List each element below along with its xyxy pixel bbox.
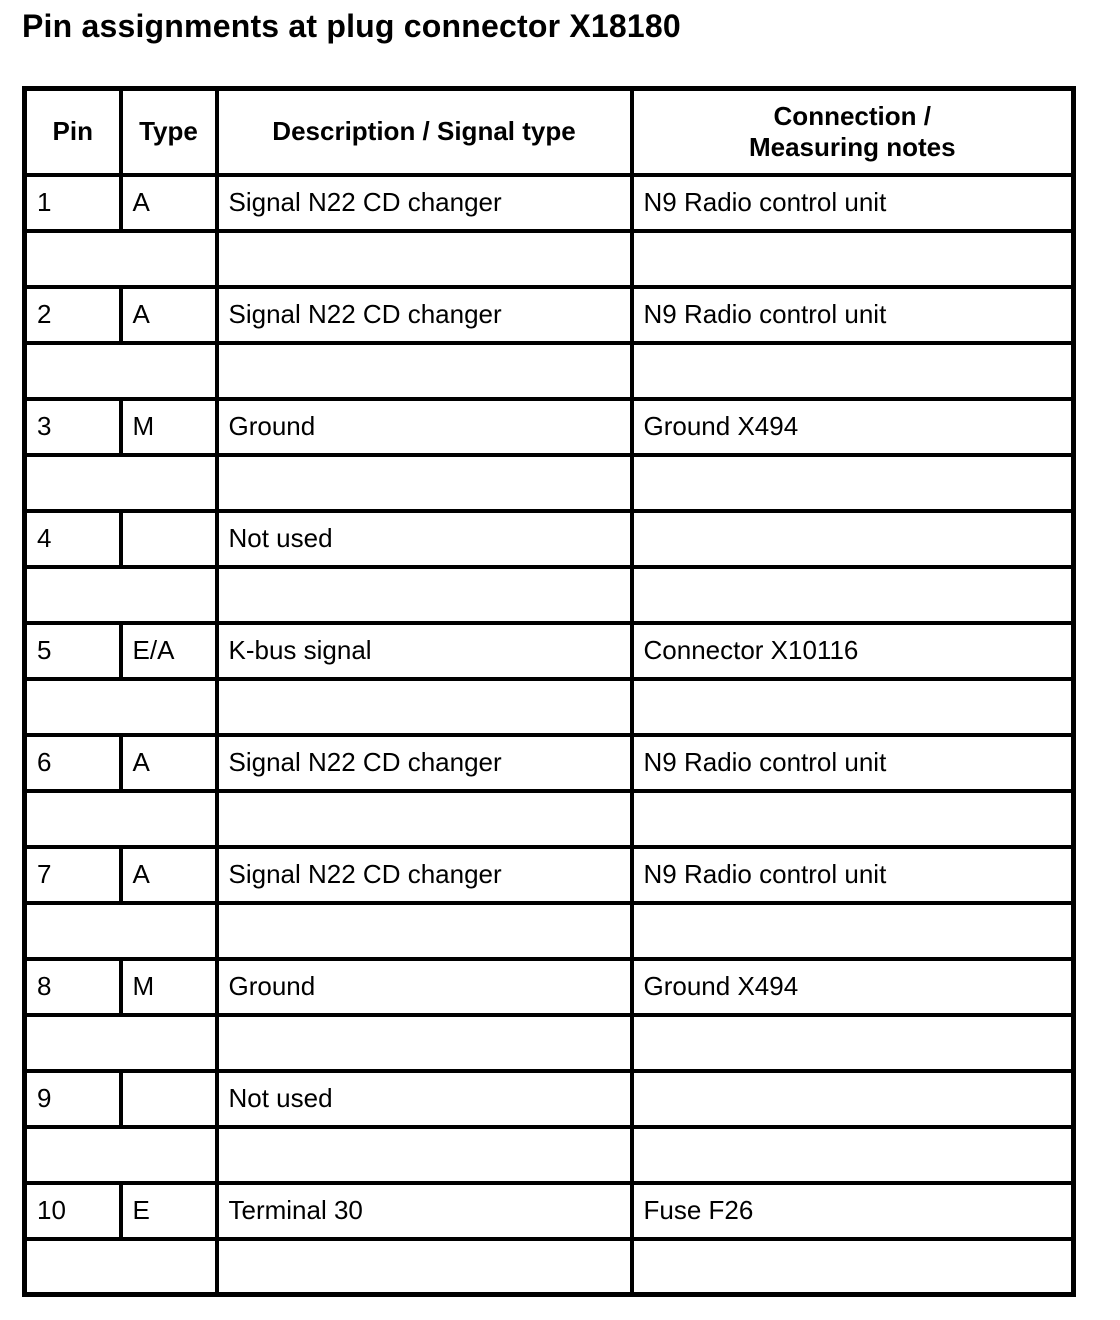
cell-description: Ground (217, 399, 632, 455)
table-row (25, 175, 1074, 231)
table-header-row (25, 89, 1074, 175)
cell-description: Ground (217, 959, 632, 1015)
table-spacer-row (25, 1127, 1074, 1183)
spacer-cell-description (217, 231, 632, 287)
spacer-cell-connection (632, 231, 1074, 287)
cell-type: A (121, 287, 217, 343)
spacer-cell-description (217, 1015, 632, 1071)
cell-pin: 3 (25, 399, 121, 455)
table-spacer-row (25, 231, 1074, 287)
page-title: Pin assignments at plug connector X18180 (22, 8, 681, 44)
spacer-cell-pin-type (25, 679, 217, 735)
cell-type: E/A (121, 623, 217, 679)
cell-pin: 6 (25, 735, 121, 791)
spacer-cell-description (217, 567, 632, 623)
cell-description: Signal N22 CD changer (217, 287, 632, 343)
spacer-cell-pin-type (25, 791, 217, 847)
table-spacer-row (25, 903, 1074, 959)
spacer-cell-pin-type (25, 1127, 217, 1183)
header-connection (632, 89, 1074, 175)
cell-connection: N9 Radio control unit (632, 735, 1074, 791)
spacer-cell-pin-type (25, 455, 217, 511)
spacer-cell-description (217, 679, 632, 735)
spacer-cell-description (217, 343, 632, 399)
spacer-cell-connection (632, 455, 1074, 511)
spacer-cell-pin-type (25, 343, 217, 399)
spacer-cell-connection (632, 791, 1074, 847)
cell-pin: 7 (25, 847, 121, 903)
header-connection-line2: Measuring notes (748, 131, 956, 162)
spacer-cell-connection (632, 903, 1074, 959)
header-connection-line1: Connection / (773, 100, 931, 131)
table-body (25, 175, 1074, 1295)
table-row (25, 959, 1074, 1015)
cell-pin: 2 (25, 287, 121, 343)
cell-connection (632, 511, 1074, 567)
cell-type (121, 1071, 217, 1127)
spacer-cell-pin-type (25, 903, 217, 959)
spacer-cell-pin-type (25, 567, 217, 623)
cell-description: Signal N22 CD changer (217, 847, 632, 903)
cell-pin: 9 (25, 1071, 121, 1127)
cell-type: M (121, 399, 217, 455)
header-type: Type (121, 89, 217, 175)
table-row (25, 847, 1074, 903)
table-row (25, 623, 1074, 679)
cell-type: A (121, 175, 217, 231)
spacer-cell-connection (632, 567, 1074, 623)
spacer-cell-connection (632, 1015, 1074, 1071)
spacer-cell-connection (632, 679, 1074, 735)
table-row (25, 735, 1074, 791)
cell-description: Signal N22 CD changer (217, 175, 632, 231)
spacer-cell-pin-type (25, 1239, 217, 1295)
cell-connection: N9 Radio control unit (632, 287, 1074, 343)
cell-connection (632, 1071, 1074, 1127)
cell-type: M (121, 959, 217, 1015)
table-spacer-row (25, 455, 1074, 511)
table-spacer-row (25, 791, 1074, 847)
cell-description: K-bus signal (217, 623, 632, 679)
spacer-cell-description (217, 791, 632, 847)
cell-pin: 10 (25, 1183, 121, 1239)
table-spacer-row (25, 567, 1074, 623)
cell-description: Signal N22 CD changer (217, 735, 632, 791)
spacer-cell-description (217, 1239, 632, 1295)
spacer-cell-connection (632, 1239, 1074, 1295)
spacer-cell-description (217, 1127, 632, 1183)
spacer-cell-connection (632, 343, 1074, 399)
cell-pin: 1 (25, 175, 121, 231)
cell-pin: 4 (25, 511, 121, 567)
spacer-cell-pin-type (25, 1015, 217, 1071)
table-spacer-row (25, 1015, 1074, 1071)
cell-connection: Ground X494 (632, 959, 1074, 1015)
cell-description: Not used (217, 1071, 632, 1127)
table-spacer-row (25, 679, 1074, 735)
cell-type: A (121, 847, 217, 903)
cell-connection: N9 Radio control unit (632, 847, 1074, 903)
pin-assignment-table (22, 86, 1076, 1297)
table-spacer-row (25, 343, 1074, 399)
table-row (25, 399, 1074, 455)
cell-connection: Connector X10116 (632, 623, 1074, 679)
header-pin: Pin (25, 89, 121, 175)
table-spacer-row (25, 1239, 1074, 1295)
cell-connection: Fuse F26 (632, 1183, 1074, 1239)
spacer-cell-connection (632, 1127, 1074, 1183)
header-description: Description / Signal type (217, 89, 632, 175)
table-row (25, 1183, 1074, 1239)
cell-pin: 5 (25, 623, 121, 679)
cell-description: Not used (217, 511, 632, 567)
spacer-cell-pin-type (25, 231, 217, 287)
cell-connection: N9 Radio control unit (632, 175, 1074, 231)
cell-pin: 8 (25, 959, 121, 1015)
table-row (25, 287, 1074, 343)
cell-type (121, 511, 217, 567)
spacer-cell-description (217, 903, 632, 959)
cell-description: Terminal 30 (217, 1183, 632, 1239)
cell-connection: Ground X494 (632, 399, 1074, 455)
table-row (25, 1071, 1074, 1127)
cell-type: E (121, 1183, 217, 1239)
table-row (25, 511, 1074, 567)
spacer-cell-description (217, 455, 632, 511)
cell-type: A (121, 735, 217, 791)
